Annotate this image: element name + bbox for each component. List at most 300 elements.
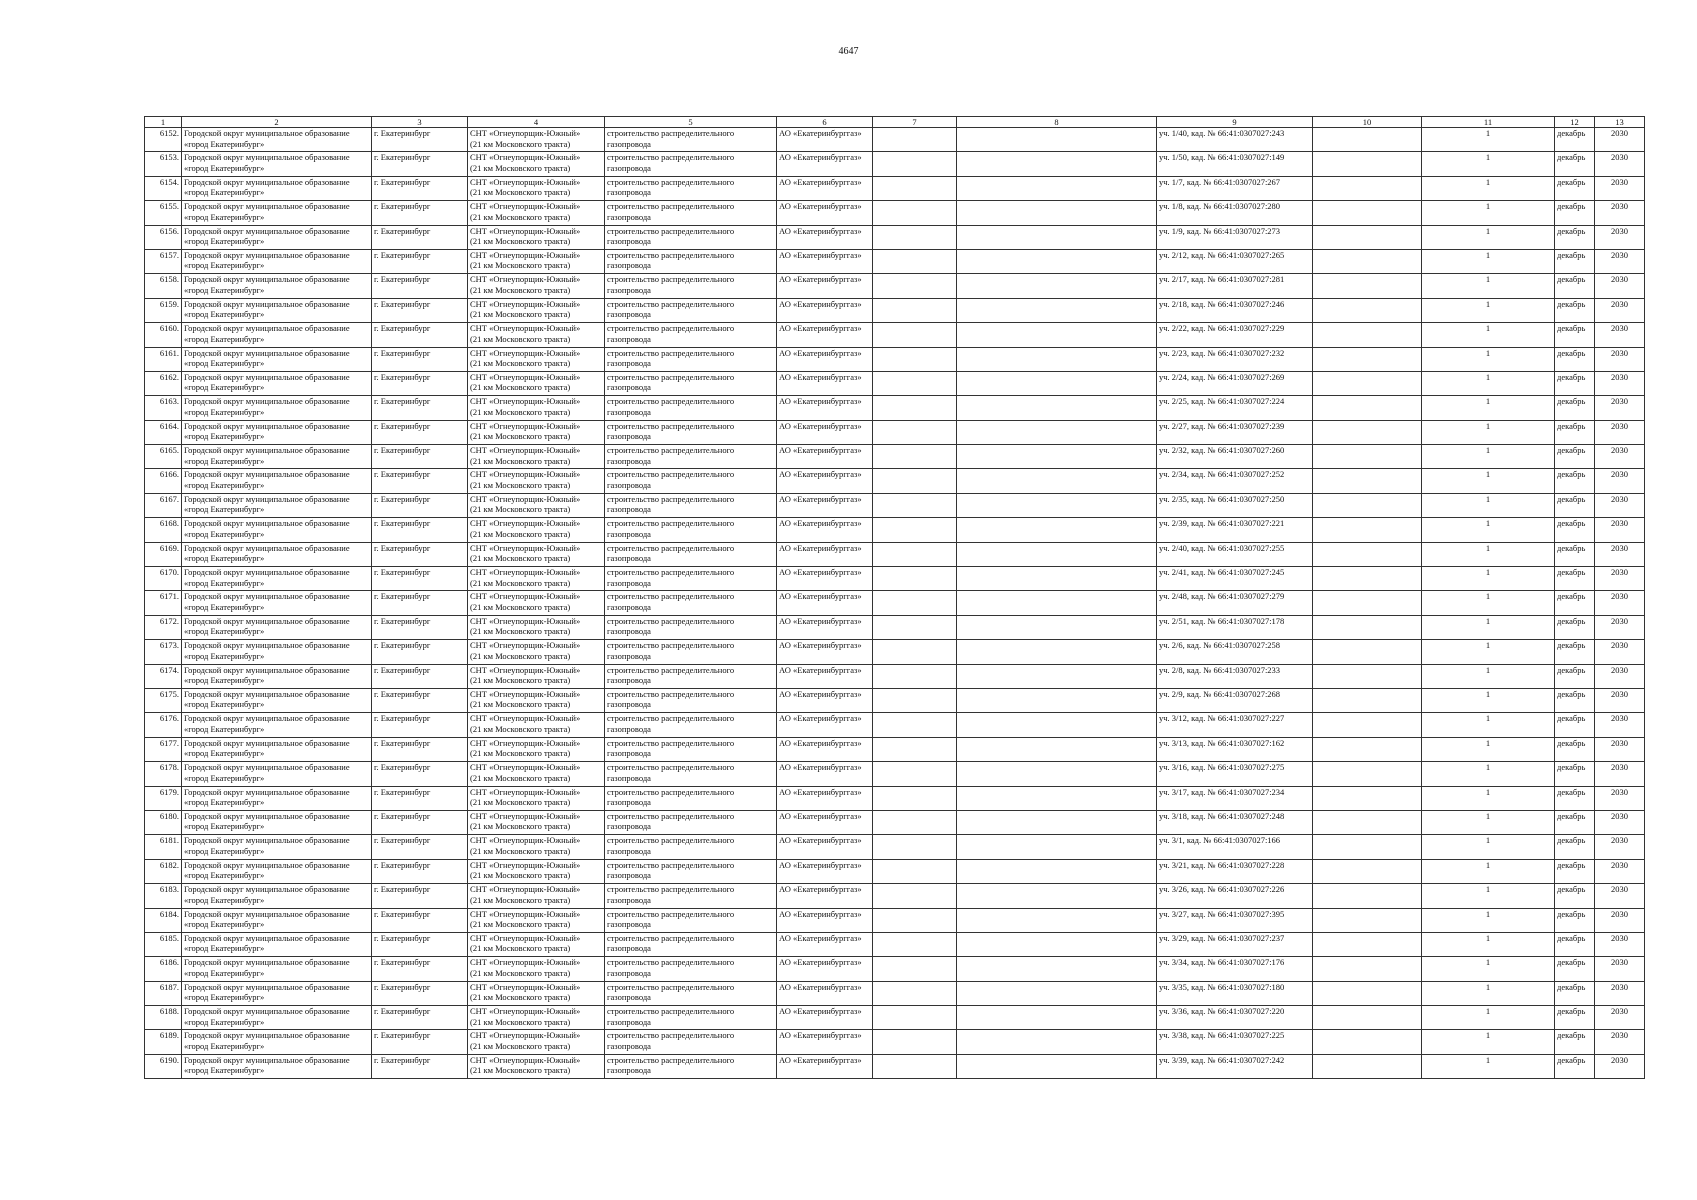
city-cell: г. Екатеринбург <box>372 567 468 591</box>
month-cell: декабрь <box>1555 445 1595 469</box>
address-cell <box>468 1054 605 1078</box>
work-type-line-1: строительство распределительного <box>607 957 735 968</box>
column-header: 12 <box>1555 117 1595 128</box>
month-cell: декабрь <box>1555 298 1595 322</box>
table-row <box>145 396 1645 420</box>
municipality-line-2: «город Екатеринбург» <box>184 1040 265 1051</box>
row-number-cell: 6173. <box>145 640 182 664</box>
address-line-1: СНТ «Огнеупорщик-Южный» <box>470 176 581 187</box>
work-type-line-1: строительство распределительного <box>607 493 735 504</box>
city-cell: г. Екатеринбург <box>372 542 468 566</box>
column-10-cell <box>1313 396 1422 420</box>
municipality-cell <box>182 713 372 737</box>
address-line-1: СНТ «Огнеупорщик-Южный» <box>470 908 581 919</box>
work-type-cell <box>605 810 777 834</box>
municipality-line-2: «город Екатеринбург» <box>184 894 265 905</box>
address-line-2: (21 км Московского тракта) <box>470 406 571 417</box>
municipality-line-2: «город Екатеринбург» <box>184 577 265 588</box>
year-cell: 2030 <box>1595 445 1645 469</box>
cadastral-cell: уч. 3/1, кад. № 66:41:0307027:166 <box>1157 835 1313 859</box>
column-10-cell <box>1313 835 1422 859</box>
city-cell: г. Екатеринбург <box>372 371 468 395</box>
work-type-cell <box>605 347 777 371</box>
municipality-cell <box>182 493 372 517</box>
month-cell: декабрь <box>1555 615 1595 639</box>
row-number-cell: 6174. <box>145 664 182 688</box>
year-cell: 2030 <box>1595 640 1645 664</box>
column-7-cell <box>873 493 957 517</box>
column-8-cell <box>957 323 1157 347</box>
address-line-1: СНТ «Огнеупорщик-Южный» <box>470 640 581 651</box>
column-7-cell <box>873 908 957 932</box>
address-line-1: СНТ «Огнеупорщик-Южный» <box>470 591 581 602</box>
work-type-line-1: строительство распределительного <box>607 835 735 846</box>
column-10-cell <box>1313 347 1422 371</box>
column-7-cell <box>873 420 957 444</box>
municipality-cell <box>182 249 372 273</box>
municipality-line-2: «город Екатеринбург» <box>184 699 265 710</box>
quantity-cell: 1 <box>1422 469 1555 493</box>
year-cell: 2030 <box>1595 469 1645 493</box>
organization-cell: АО «Екатеринбурггаз» <box>777 225 873 249</box>
work-type-line-1: строительство распределительного <box>607 152 735 163</box>
table-row <box>145 225 1645 249</box>
column-7-cell <box>873 567 957 591</box>
table-row <box>145 640 1645 664</box>
row-number-cell: 6181. <box>145 835 182 859</box>
address-line-2: (21 км Московского тракта) <box>470 772 571 783</box>
month-cell: декабрь <box>1555 737 1595 761</box>
work-type-line-1: строительство распределительного <box>607 932 735 943</box>
city-cell: г. Екатеринбург <box>372 518 468 542</box>
cadastral-cell: уч. 2/22, кад. № 66:41:0307027:229 <box>1157 323 1313 347</box>
city-cell: г. Екатеринбург <box>372 1030 468 1054</box>
cadastral-cell: уч. 1/9, кад. № 66:41:0307027:273 <box>1157 225 1313 249</box>
work-type-line-1: строительство распределительного <box>607 591 735 602</box>
work-type-cell <box>605 615 777 639</box>
address-cell <box>468 518 605 542</box>
organization-cell: АО «Екатеринбурггаз» <box>777 859 873 883</box>
work-type-line-1: строительство распределительного <box>607 567 735 578</box>
column-10-cell <box>1313 469 1422 493</box>
month-cell: декабрь <box>1555 469 1595 493</box>
cadastral-cell: уч. 3/39, кад. № 66:41:0307027:242 <box>1157 1054 1313 1078</box>
municipality-line-2: «город Екатеринбург» <box>184 919 265 929</box>
row-number-cell: 6189. <box>145 1030 182 1054</box>
municipality-line-1: Городской округ муниципальное образование <box>184 957 350 968</box>
work-type-line-2: газопровода <box>607 431 651 442</box>
municipality-line-1: Городской округ муниципальное образование <box>184 445 350 456</box>
city-cell: г. Екатеринбург <box>372 713 468 737</box>
municipality-line-2: «город Екатеринбург» <box>184 479 265 490</box>
work-type-line-1: строительство распределительного <box>607 201 735 212</box>
quantity-cell: 1 <box>1422 128 1555 152</box>
quantity-cell: 1 <box>1422 152 1555 176</box>
table-row <box>145 1030 1645 1054</box>
work-type-cell <box>605 859 777 883</box>
month-cell: декабрь <box>1555 323 1595 347</box>
work-type-line-1: строительство распределительного <box>607 1054 735 1065</box>
city-cell: г. Екатеринбург <box>372 249 468 273</box>
municipality-cell <box>182 688 372 712</box>
month-cell: декабрь <box>1555 274 1595 298</box>
address-line-2: (21 км Московского тракта) <box>470 821 571 832</box>
work-type-cell <box>605 542 777 566</box>
address-cell <box>468 786 605 810</box>
column-8-cell <box>957 128 1157 152</box>
column-7-cell <box>873 128 957 152</box>
work-type-line-1: строительство распределительного <box>607 469 735 480</box>
row-number-cell: 6176. <box>145 713 182 737</box>
column-8-cell <box>957 615 1157 639</box>
column-8-cell <box>957 201 1157 225</box>
city-cell: г. Екатеринбург <box>372 591 468 615</box>
month-cell: декабрь <box>1555 981 1595 1005</box>
address-line-1: СНТ «Огнеупорщик-Южный» <box>470 445 581 456</box>
column-8-cell <box>957 371 1157 395</box>
cadastral-cell: уч. 2/27, кад. № 66:41:0307027:239 <box>1157 420 1313 444</box>
municipality-line-2: «город Екатеринбург» <box>184 187 265 198</box>
column-8-cell <box>957 664 1157 688</box>
column-7-cell <box>873 1054 957 1078</box>
month-cell: декабрь <box>1555 1006 1595 1030</box>
row-number-cell: 6180. <box>145 810 182 834</box>
quantity-cell: 1 <box>1422 371 1555 395</box>
municipality-cell <box>182 737 372 761</box>
row-number-cell: 6161. <box>145 347 182 371</box>
organization-cell: АО «Екатеринбурггаз» <box>777 908 873 932</box>
quantity-cell: 1 <box>1422 932 1555 956</box>
address-line-2: (21 км Московского тракта) <box>470 675 571 686</box>
address-line-1: СНТ «Огнеупорщик-Южный» <box>470 762 581 773</box>
year-cell: 2030 <box>1595 249 1645 273</box>
work-type-cell <box>605 249 777 273</box>
cadastral-cell: уч. 3/29, кад. № 66:41:0307027:237 <box>1157 932 1313 956</box>
address-cell <box>468 615 605 639</box>
column-10-cell <box>1313 859 1422 883</box>
organization-cell: АО «Екатеринбурггаз» <box>777 518 873 542</box>
municipality-cell <box>182 323 372 347</box>
work-type-line-2: газопровода <box>607 309 651 320</box>
column-7-cell <box>873 371 957 395</box>
municipality-line-1: Городской округ муниципальное образование <box>184 908 350 919</box>
quantity-cell: 1 <box>1422 1006 1555 1030</box>
column-header: 4 <box>468 117 605 128</box>
organization-cell: АО «Екатеринбурггаз» <box>777 201 873 225</box>
address-line-2: (21 км Московского тракта) <box>470 162 571 173</box>
row-number-cell: 6164. <box>145 420 182 444</box>
page-number: 4647 <box>838 46 859 57</box>
column-8-cell <box>957 762 1157 786</box>
address-cell <box>468 420 605 444</box>
year-cell: 2030 <box>1595 518 1645 542</box>
address-line-1: СНТ «Огнеупорщик-Южный» <box>470 859 581 870</box>
municipality-cell <box>182 298 372 322</box>
cadastral-cell: уч. 2/25, кад. № 66:41:0307027:224 <box>1157 396 1313 420</box>
municipality-line-2: «город Екатеринбург» <box>184 626 265 637</box>
address-line-1: СНТ «Огнеупорщик-Южный» <box>470 249 581 260</box>
column-8-cell <box>957 786 1157 810</box>
column-7-cell <box>873 445 957 469</box>
municipality-line-2: «город Екатеринбург» <box>184 260 265 271</box>
cadastral-cell: уч. 2/34, кад. № 66:41:0307027:252 <box>1157 469 1313 493</box>
column-8-cell <box>957 445 1157 469</box>
municipality-line-2: «город Екатеринбург» <box>184 455 265 466</box>
work-type-line-1: строительство распределительного <box>607 347 735 358</box>
cadastral-cell: уч. 1/7, кад. № 66:41:0307027:267 <box>1157 176 1313 200</box>
address-line-1: СНТ «Огнеупорщик-Южный» <box>470 493 581 504</box>
work-type-line-1: строительство распределительного <box>607 371 735 382</box>
column-10-cell <box>1313 737 1422 761</box>
address-cell <box>468 737 605 761</box>
work-type-cell <box>605 176 777 200</box>
work-type-line-1: строительство распределительного <box>607 615 735 626</box>
cadastral-cell: уч. 3/36, кад. № 66:41:0307027:220 <box>1157 1006 1313 1030</box>
work-type-cell <box>605 445 777 469</box>
work-type-line-1: строительство распределительного <box>607 298 735 309</box>
month-cell: декабрь <box>1555 762 1595 786</box>
organization-cell: АО «Екатеринбурггаз» <box>777 420 873 444</box>
work-type-cell <box>605 786 777 810</box>
table-row <box>145 493 1645 517</box>
column-10-cell <box>1313 981 1422 1005</box>
column-10-cell <box>1313 225 1422 249</box>
work-type-cell <box>605 1006 777 1030</box>
organization-cell: АО «Екатеринбурггаз» <box>777 957 873 981</box>
municipality-line-2: «город Екатеринбург» <box>184 723 265 734</box>
municipality-line-2: «город Екатеринбург» <box>184 236 265 247</box>
organization-cell: АО «Екатеринбурггаз» <box>777 615 873 639</box>
cadastral-cell: уч. 2/24, кад. № 66:41:0307027:269 <box>1157 371 1313 395</box>
work-type-cell <box>605 932 777 956</box>
year-cell: 2030 <box>1595 567 1645 591</box>
row-number-cell: 6166. <box>145 469 182 493</box>
address-line-2: (21 км Московского тракта) <box>470 992 571 1003</box>
municipality-cell <box>182 810 372 834</box>
table-row <box>145 445 1645 469</box>
address-line-1: СНТ «Огнеупорщик-Южный» <box>470 347 581 358</box>
table-row <box>145 469 1645 493</box>
month-cell: декабрь <box>1555 591 1595 615</box>
column-10-cell <box>1313 957 1422 981</box>
month-cell: декабрь <box>1555 201 1595 225</box>
year-cell: 2030 <box>1595 371 1645 395</box>
table-row <box>145 786 1645 810</box>
column-7-cell <box>873 664 957 688</box>
column-7-cell <box>873 298 957 322</box>
table-row <box>145 347 1645 371</box>
month-cell: декабрь <box>1555 810 1595 834</box>
column-header: 5 <box>605 117 777 128</box>
municipality-cell <box>182 445 372 469</box>
municipality-line-1: Городской округ муниципальное образование <box>184 615 350 626</box>
work-type-line-1: строительство распределительного <box>607 518 735 529</box>
work-type-line-2: газопровода <box>607 1016 651 1027</box>
address-line-2: (21 км Московского тракта) <box>470 870 571 881</box>
cadastral-cell: уч. 3/38, кад. № 66:41:0307027:225 <box>1157 1030 1313 1054</box>
municipality-cell <box>182 1006 372 1030</box>
table-row <box>145 615 1645 639</box>
quantity-cell: 1 <box>1422 762 1555 786</box>
column-10-cell <box>1313 371 1422 395</box>
month-cell: декабрь <box>1555 859 1595 883</box>
work-type-line-2: газопровода <box>607 650 651 661</box>
column-10-cell <box>1313 249 1422 273</box>
column-8-cell <box>957 737 1157 761</box>
row-number-cell: 6186. <box>145 957 182 981</box>
cadastral-cell: уч. 2/40, кад. № 66:41:0307027:255 <box>1157 542 1313 566</box>
address-line-2: (21 км Московского тракта) <box>470 797 571 808</box>
year-cell: 2030 <box>1595 737 1645 761</box>
table-row <box>145 298 1645 322</box>
work-type-line-2: газопровода <box>607 967 651 978</box>
work-type-cell <box>605 274 777 298</box>
work-type-line-2: газопровода <box>607 1040 651 1051</box>
organization-cell: АО «Екатеринбурггаз» <box>777 786 873 810</box>
row-number-cell: 6156. <box>145 225 182 249</box>
year-cell: 2030 <box>1595 542 1645 566</box>
work-type-line-2: газопровода <box>607 699 651 710</box>
work-type-line-2: газопровода <box>607 553 651 564</box>
year-cell: 2030 <box>1595 615 1645 639</box>
municipality-line-2: «город Екатеринбург» <box>184 601 265 612</box>
municipality-line-1: Городской округ муниципальное образование <box>184 1030 350 1041</box>
work-type-line-2: газопровода <box>607 577 651 588</box>
quantity-cell: 1 <box>1422 786 1555 810</box>
year-cell: 2030 <box>1595 152 1645 176</box>
city-cell: г. Екатеринбург <box>372 957 468 981</box>
municipality-line-1: Городской округ муниципальное образование <box>184 762 350 773</box>
quantity-cell: 1 <box>1422 981 1555 1005</box>
municipality-cell <box>182 859 372 883</box>
month-cell: декабрь <box>1555 713 1595 737</box>
address-cell <box>468 249 605 273</box>
table-row <box>145 664 1645 688</box>
address-line-2: (21 км Московского тракта) <box>470 260 571 271</box>
column-8-cell <box>957 542 1157 566</box>
address-line-1: СНТ «Огнеупорщик-Южный» <box>470 128 581 138</box>
address-line-1: СНТ «Огнеупорщик-Южный» <box>470 713 581 724</box>
column-header: 8 <box>957 117 1157 128</box>
address-cell <box>468 347 605 371</box>
address-line-1: СНТ «Огнеупорщик-Южный» <box>470 810 581 821</box>
address-line-2: (21 км Московского тракта) <box>470 723 571 734</box>
work-type-line-2: газопровода <box>607 748 651 759</box>
organization-cell: АО «Екатеринбурггаз» <box>777 347 873 371</box>
city-cell: г. Екатеринбург <box>372 347 468 371</box>
quantity-cell: 1 <box>1422 542 1555 566</box>
work-type-cell <box>605 493 777 517</box>
table-row <box>145 835 1645 859</box>
address-cell <box>468 201 605 225</box>
municipality-cell <box>182 1054 372 1078</box>
organization-cell: АО «Екатеринбурггаз» <box>777 835 873 859</box>
cadastral-cell: уч. 3/12, кад. № 66:41:0307027:227 <box>1157 713 1313 737</box>
column-8-cell <box>957 152 1157 176</box>
municipality-line-2: «город Екатеринбург» <box>184 406 265 417</box>
table-row <box>145 1054 1645 1078</box>
table-row <box>145 176 1645 200</box>
organization-cell: АО «Екатеринбурггаз» <box>777 688 873 712</box>
month-cell: декабрь <box>1555 957 1595 981</box>
work-type-line-1: строительство распределительного <box>607 664 735 675</box>
quantity-cell: 1 <box>1422 274 1555 298</box>
municipality-line-1: Городской округ муниципальное образование <box>184 737 350 748</box>
address-line-2: (21 км Московского тракта) <box>470 382 571 393</box>
work-type-line-1: строительство распределительного <box>607 810 735 821</box>
work-type-line-2: газопровода <box>607 504 651 515</box>
work-type-cell <box>605 323 777 347</box>
address-line-1: СНТ «Огнеупорщик-Южный» <box>470 737 581 748</box>
column-8-cell <box>957 835 1157 859</box>
work-type-cell <box>605 737 777 761</box>
address-line-1: СНТ «Огнеупорщик-Южный» <box>470 1030 581 1041</box>
municipality-line-2: «город Екатеринбург» <box>184 845 265 856</box>
column-10-cell <box>1313 298 1422 322</box>
organization-cell: АО «Екатеринбурггаз» <box>777 810 873 834</box>
cadastral-cell: уч. 3/13, кад. № 66:41:0307027:162 <box>1157 737 1313 761</box>
organization-cell: АО «Екатеринбурггаз» <box>777 445 873 469</box>
column-8-cell <box>957 1030 1157 1054</box>
work-type-line-2: газопровода <box>607 992 651 1003</box>
column-8-cell <box>957 981 1157 1005</box>
cadastral-cell: уч. 2/39, кад. № 66:41:0307027:221 <box>1157 518 1313 542</box>
year-cell: 2030 <box>1595 396 1645 420</box>
year-cell: 2030 <box>1595 713 1645 737</box>
municipality-cell <box>182 542 372 566</box>
municipality-cell <box>182 225 372 249</box>
year-cell: 2030 <box>1595 762 1645 786</box>
municipality-line-1: Городской округ муниципальное образование <box>184 1006 350 1017</box>
month-cell: декабрь <box>1555 542 1595 566</box>
city-cell: г. Екатеринбург <box>372 835 468 859</box>
municipality-cell <box>182 908 372 932</box>
municipality-line-1: Городской округ муниципальное образование <box>184 396 350 407</box>
column-8-cell <box>957 884 1157 908</box>
cadastral-cell: уч. 3/16, кад. № 66:41:0307027:275 <box>1157 762 1313 786</box>
year-cell: 2030 <box>1595 323 1645 347</box>
column-7-cell <box>873 615 957 639</box>
work-type-line-1: строительство распределительного <box>607 1006 735 1017</box>
column-header: 7 <box>873 117 957 128</box>
city-cell: г. Екатеринбург <box>372 128 468 152</box>
quantity-cell: 1 <box>1422 201 1555 225</box>
address-line-2: (21 км Московского тракта) <box>470 138 571 149</box>
year-cell: 2030 <box>1595 128 1645 152</box>
year-cell: 2030 <box>1595 1054 1645 1078</box>
table-row <box>145 567 1645 591</box>
work-type-cell <box>605 420 777 444</box>
municipality-line-2: «город Екатеринбург» <box>184 1065 265 1076</box>
table-row <box>145 859 1645 883</box>
city-cell: г. Екатеринбург <box>372 908 468 932</box>
city-cell: г. Екатеринбург <box>372 1006 468 1030</box>
city-cell: г. Екатеринбург <box>372 493 468 517</box>
address-line-2: (21 км Московского тракта) <box>470 528 571 539</box>
work-type-cell <box>605 1054 777 1078</box>
work-type-line-1: строительство распределительного <box>607 762 735 773</box>
work-type-line-2: газопровода <box>607 138 651 149</box>
month-cell: декабрь <box>1555 493 1595 517</box>
quantity-cell: 1 <box>1422 810 1555 834</box>
work-type-cell <box>605 201 777 225</box>
column-header: 13 <box>1595 117 1645 128</box>
work-type-cell <box>605 396 777 420</box>
work-type-cell <box>605 688 777 712</box>
work-type-line-2: газопровода <box>607 358 651 369</box>
address-line-1: СНТ «Огнеупорщик-Южный» <box>470 323 581 334</box>
address-line-1: СНТ «Огнеупорщик-Южный» <box>470 884 581 895</box>
